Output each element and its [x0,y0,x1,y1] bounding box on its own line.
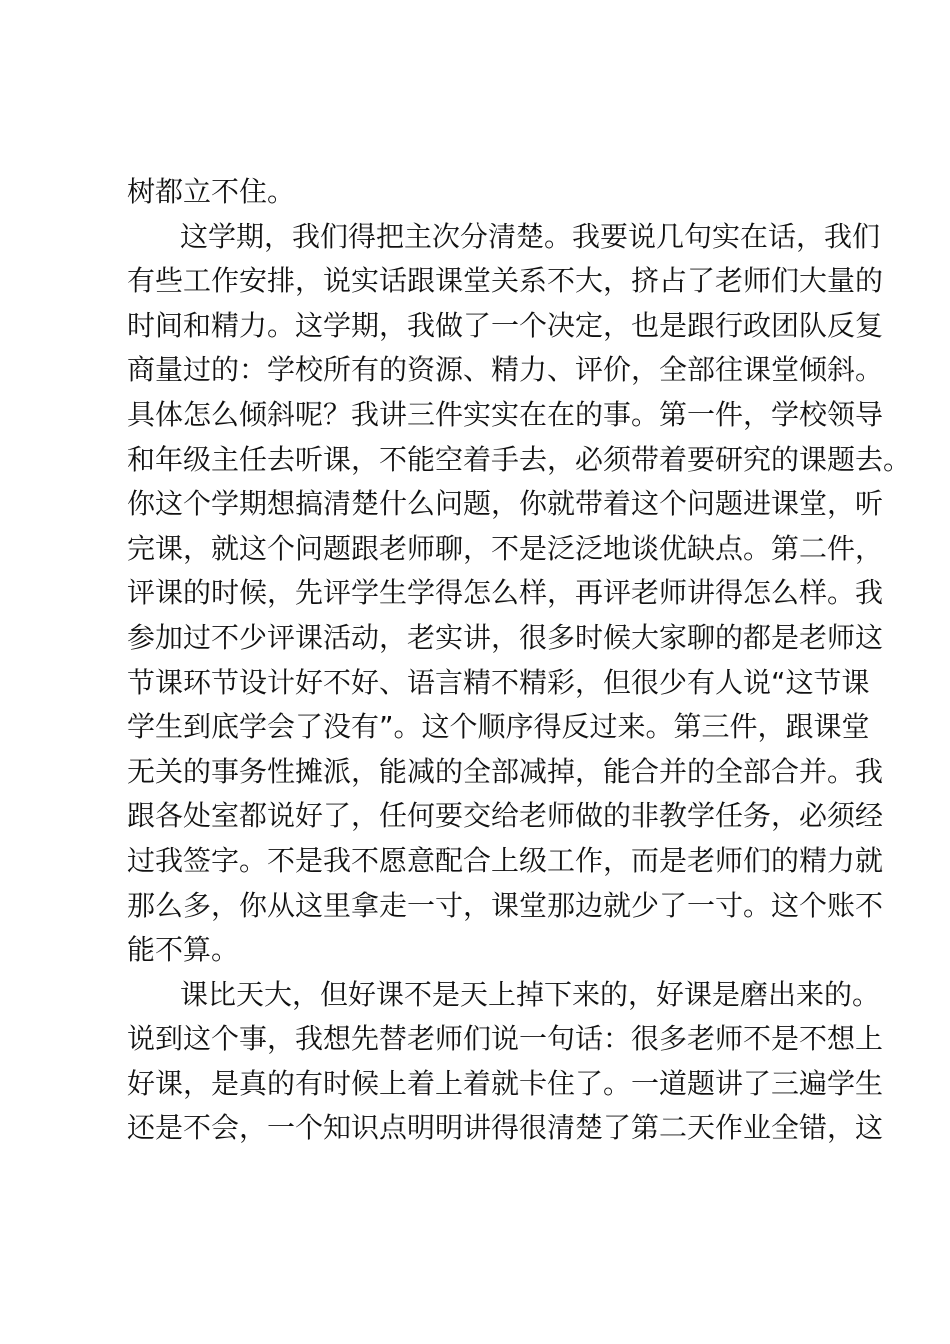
text-line: 完课，就这个问题跟老师聊，不是泛泛地谈优缺点。第二件， [127,531,884,565]
text-line: 跟各处室都说好了，任何要交给老师做的非教学任务，必须经 [127,799,884,833]
text-line: 好课，是真的有时候上着上着就卡住了。一道题讲了三遍学生 [127,1066,884,1100]
text-line: 参加过不少评课活动，老实讲，很多时候大家聊的都是老师这 [127,620,884,654]
body-text [127,170,912,1151]
text-line: 评课的时候，先评学生学得怎么样，再评老师讲得怎么样。我 [127,576,884,610]
text-line: 树都立不住。 [127,175,296,208]
text-line: 学生到底学会了没有”。这个顺序得反过来。第三件，跟课堂 [127,710,870,744]
text-line: 说到这个事，我想先替老师们说一句话：很多老师不是不想上 [127,1022,884,1056]
text-line: 具体怎么倾斜呢？我讲三件实实在在的事。第一件，学校领导 [127,397,884,431]
text-line: 节课环节设计好不好、语言精不精彩，但很少有人说“这节课 [127,665,870,699]
text-line: 时间和精力。这学期，我做了一个决定，也是跟行政团队反复 [127,308,884,342]
paragraph-start-line: 这学期，我们得把主次分清楚。我要说几句实在话，我们 [180,219,881,253]
text-line: 还是不会，一个知识点明明讲得很清楚了第二天作业全错，这 [127,1111,884,1145]
text-line: 商量过的：学校所有的资源、精力、评价，全部往课堂倾斜。 [127,353,884,387]
text-line: 那么多，你从这里拿走一寸，课堂那边就少了一寸。这个账不 [127,888,884,922]
paragraph-start-line: 课比天大，但好课不是天上掉下来的，好课是磨出来的。 [180,977,881,1011]
text-line: 你这个学期想搞清楚什么问题，你就带着这个问题进课堂，听 [127,487,884,521]
text-line: 过我签字。不是我不愿意配合上级工作，而是老师们的精力就 [127,843,884,877]
text-line: 能不算。 [127,933,240,967]
text-line: 和年级主任去听课，不能空着手去，必须带着要研究的课题去。 [127,442,912,476]
text-line: 有些工作安排，说实话跟课堂关系不大，挤占了老师们大量的 [127,264,884,298]
text-line: 无关的事务性摊派，能减的全部减掉，能合并的全部合并。我 [127,754,884,788]
